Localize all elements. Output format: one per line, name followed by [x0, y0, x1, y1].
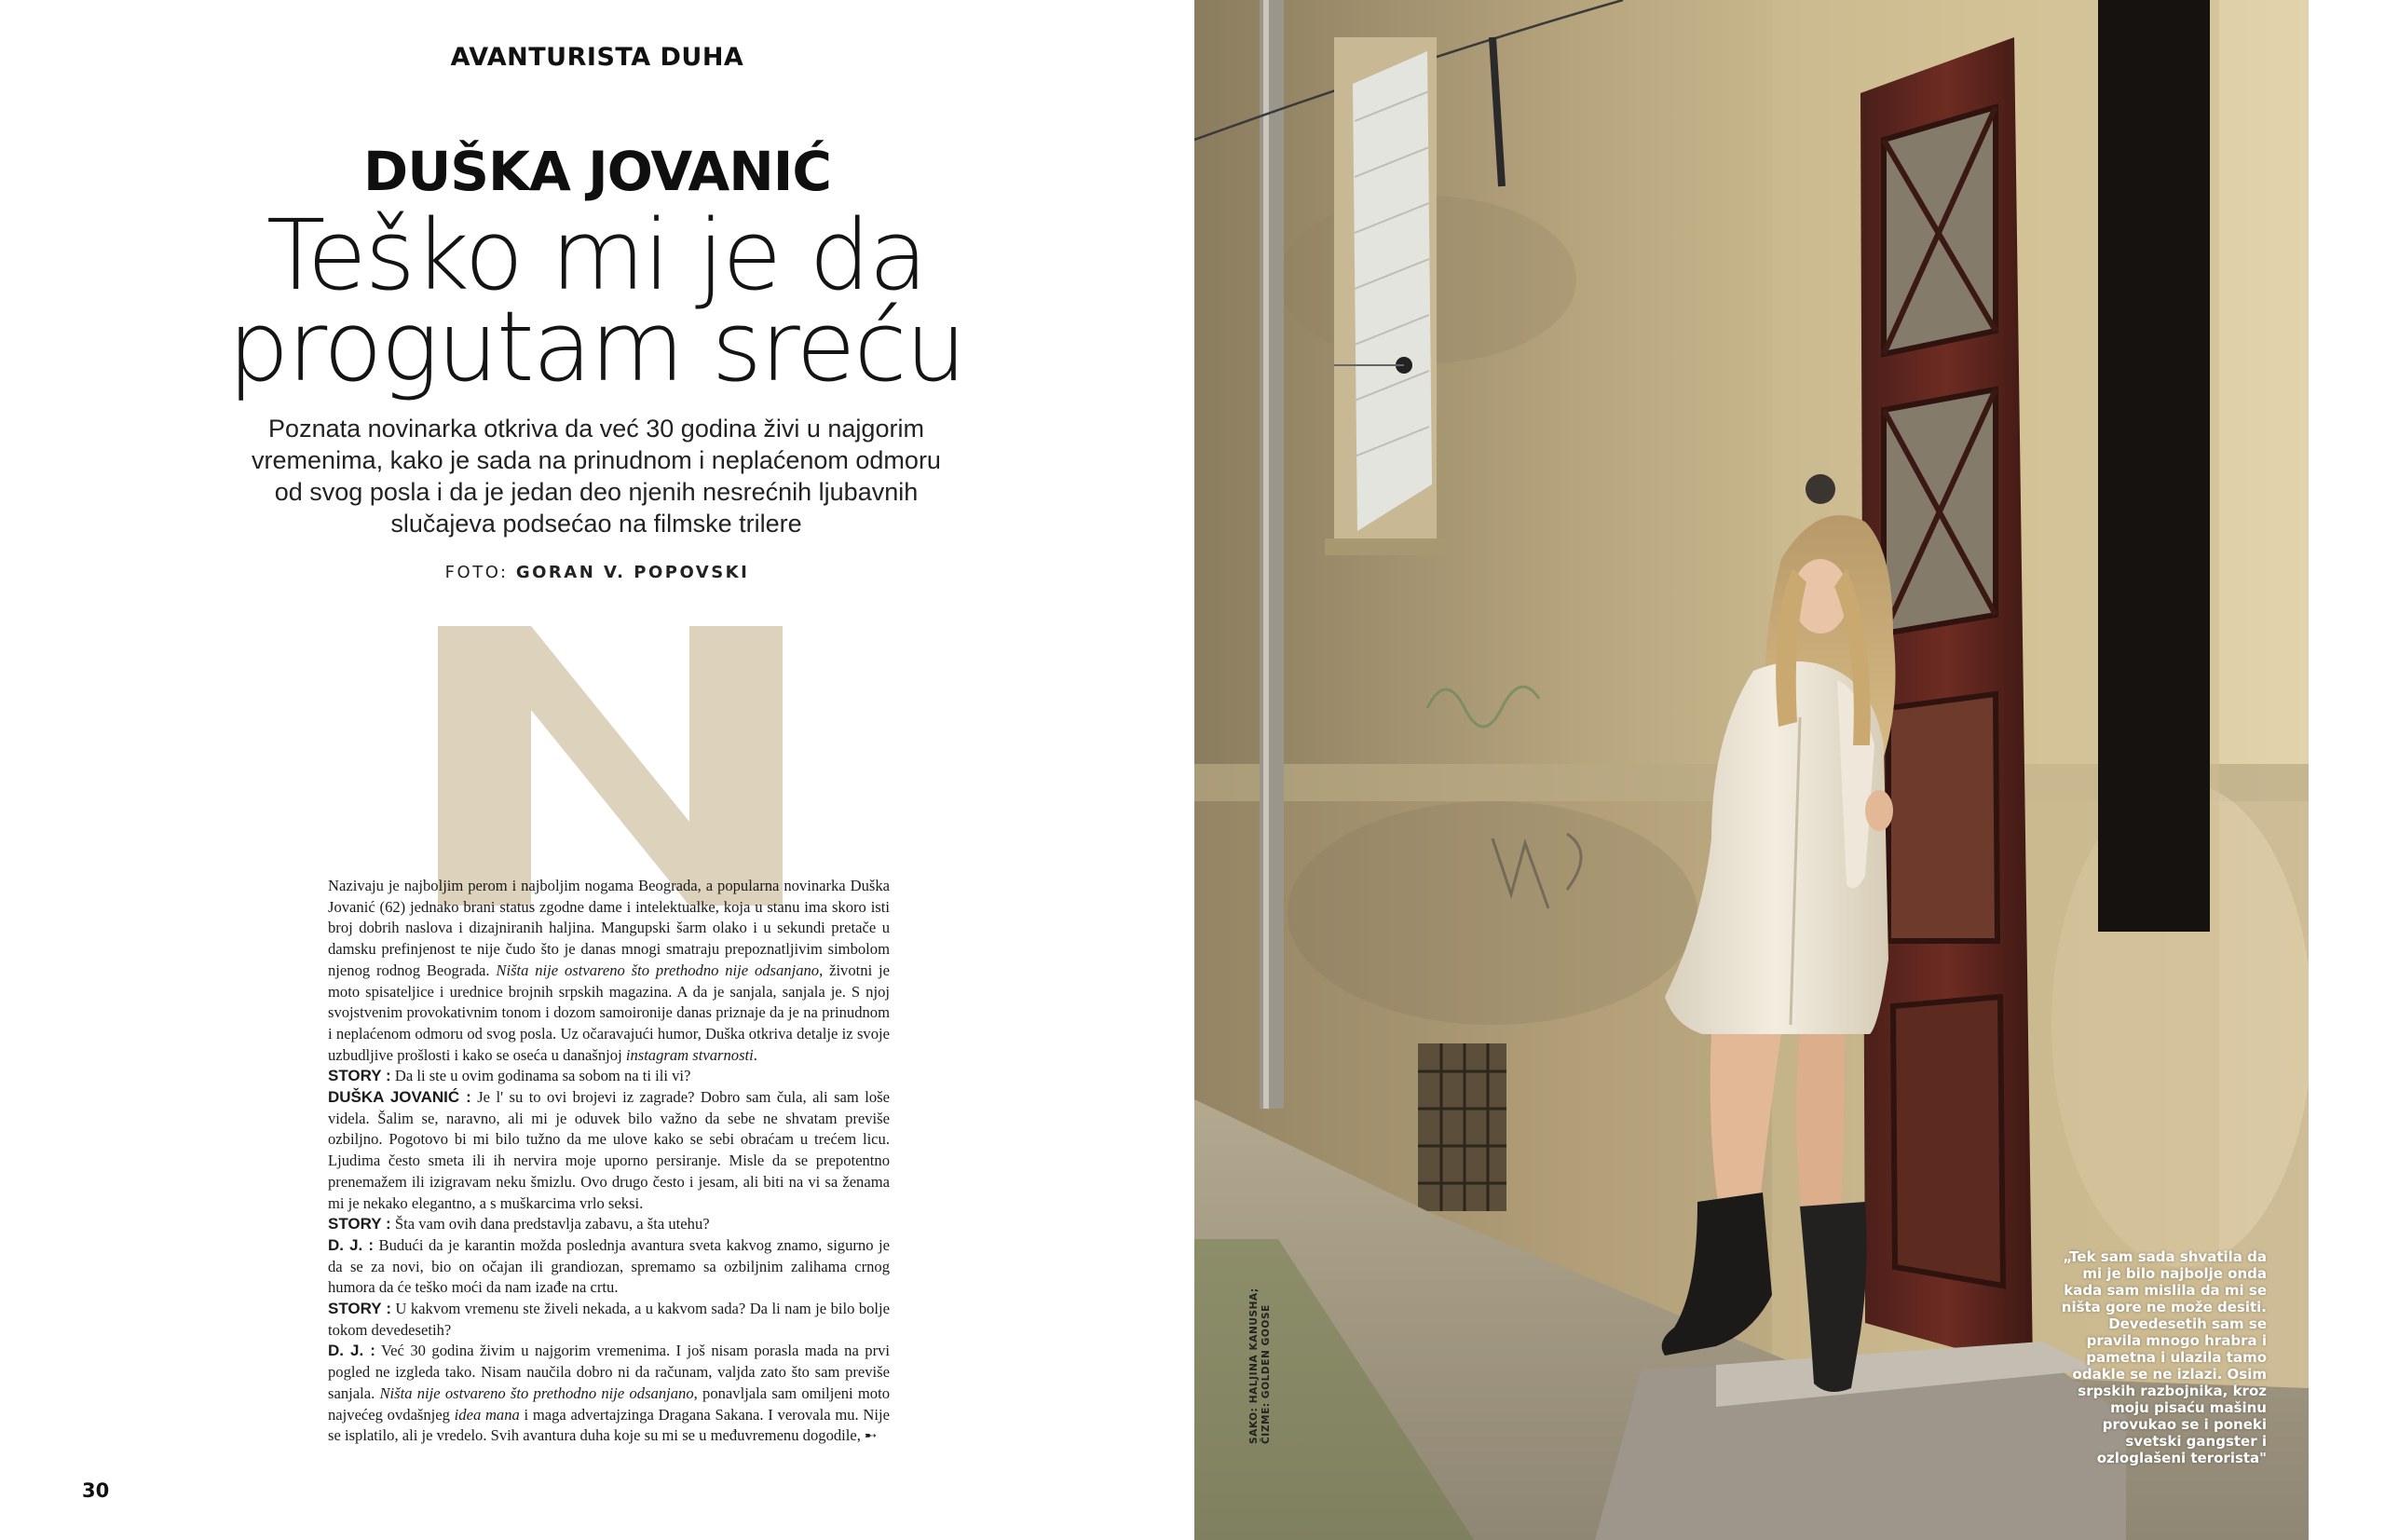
answer-2 — [328, 1235, 890, 1299]
person-name: DUŠKA JOVANIĆ — [363, 140, 831, 203]
fashion-credit — [1248, 1288, 1273, 1444]
standfirst: Poznata novinarka otkriva da već 30 godina živi u najgorim vremenima, kako je sada na prinudnom i neplaćenom odmoru od svog posla i da je jedan deo njenih nesrećnih ljubavnih slučajeva podsećao na filmske trilere — [252, 415, 941, 538]
intro-text-1: Nazivaju je najboljim perom i najboljim nogama Beograda, a popularna novinarka Duška Jovanić (62) jednako brani status zgodne dame i intelektualke, koja u stanu ima skoro isti broj dobrih naslova i dizajniranih haljina. Mangupski šarm olako i u sekundi pretače u damsku prefinjenost te nije čudo što je danas mnogi smatraju prepoznatljivim simbolom njenog rodnog Beograda. — [328, 877, 890, 979]
intro-italic-2: instagram stvarnosti — [625, 1045, 754, 1064]
doorbell — [1806, 474, 1835, 504]
question-2-text: Šta vam ovih dana predstavlja zabavu, a šta utehu? — [390, 1215, 710, 1233]
answer-1 — [328, 1087, 890, 1214]
question-1-text: Da li ste u ovim godinama sa sobom na ti ili vi? — [390, 1067, 691, 1085]
headline-line-2: progutam sreću — [227, 290, 965, 403]
question-2 — [328, 1214, 890, 1235]
drainpipe — [1260, 0, 1284, 1109]
answer-3 — [328, 1341, 890, 1447]
question-3-speaker: STORY : — [328, 1300, 391, 1318]
drop-cap-letter-n — [438, 626, 783, 906]
section-label: AVANTURISTA DUHA — [450, 43, 744, 72]
window-shutter — [1353, 51, 1432, 531]
answer-1-speaker: DUŠKA JOVANIĆ : — [328, 1088, 471, 1107]
question-2-speaker: STORY : — [328, 1215, 391, 1233]
answer-1-text: Je l' su to ovi brojevi iz zagrade? Dobro sam čula, ali sam loše videla. Šalim se, naravno, ali mi je oduvek bilo važno da sebe ne shvatam previše ozbiljno. Pogotovo bi mi bilo tužno da me ulove kako se sebi obraćam u trećem licu. Ljudima često smeta ili ih nervira moje uporno persiranje. Misle da se prepotentno prenemažem ili izigravam neku šmizlu. Ovo drugo često i jesam, ali biti na vi sa ženama mi je nekako elegantno, a s muškarcima vrlo seksi. — [328, 1088, 890, 1212]
answer-2-text: Budući da je karantin možda poslednja avantura sveta kakvog znamo, sigurno je da se za novi, bio on očajan ili grandiozan, spremamo sa ozbiljnim zalihama crnog humora da će teško moći da nam izađe na crtu. — [328, 1235, 890, 1297]
headline-line-1: Teško mi je da — [266, 198, 927, 312]
question-3-text: U kakvom vremenu ste živeli nekada, a u kakvom sada? Da li nam je bilo bolje tokom devedesetih? — [328, 1300, 890, 1339]
pull-quote: „Tek sam sada shvatila da mi je bilo najbolje onda kada sam mislila da mi se ništa gore ne može desiti. Devedesetih sam se pravila mnogo hrabra i pametna i ulazila tamo odakle se ne izlazi. Osim srpskih razbojnika, kroz moju pisaću mašinu provukao se i poneki svetski gangster i ozloglašeni terorista" — [2061, 1248, 2267, 1466]
answer-2-speaker: D. J. : — [328, 1235, 374, 1254]
photo-credit — [0, 563, 1194, 582]
wall-stain — [1288, 801, 1697, 1025]
answer-3-speaker: D. J. : — [328, 1342, 375, 1360]
answer-3-italic-2: idea mana — [454, 1405, 520, 1424]
fashion-credit-line-1: SAKO: HALJINA KANUSHA; — [1248, 1288, 1260, 1444]
fashion-credit-line-2: ČIZME: GOLDEN GOOSE — [1261, 1304, 1272, 1444]
article-intro — [328, 876, 890, 1066]
doorway-shadow — [2098, 0, 2210, 932]
page-margin — [2309, 0, 2385, 1540]
photo-credit-name: GORAN V. POPOVSKI — [515, 563, 750, 582]
question-3 — [328, 1299, 890, 1341]
question-1-speaker: STORY : — [328, 1067, 391, 1085]
answer-3-text-1: Već 30 godina živim u najgorim vremenima. I još nisam porasla mada na prvi pogled ne izgleda tako. Nisam naučila dobro ni da računam, valjda zato što sam previše sanjala. — [328, 1342, 890, 1402]
window-sill — [1325, 538, 1446, 555]
headline — [140, 198, 1053, 403]
photo-credit-label: FOTO: — [444, 563, 509, 582]
answer-3-text-2: , ponavljala sam omiljeni moto najvećeg ovdašnjeg — [328, 1383, 890, 1424]
answer-3-italic-1: Ništa nije ostvareno što prethodno nije odsanjano — [379, 1383, 694, 1402]
intro-text-2: , životni je moto spisateljice i urednice brojnih srpskih magazina. A da je sanjala, sanjala je. S njoj svojstvenim provokativnim tonom i dozom samoironije danas priznaje da je na prinudnom i neplaćenom odmoru od svog posla. Uz očaravajući humor, Duška otkriva detalje iz svoje uzbudljive prošlosti i kako se oseća u današnjoj — [328, 961, 890, 1064]
intro-text-3: . — [753, 1045, 757, 1064]
answer-3-text-3: i maga advertajzinga Dragana Sakana. I verovala mu. Nije se isplatilo, ali je vredelo. Svih avantura duha koje su mi se u međuvremenu dogodile, — [328, 1405, 890, 1445]
basement-window — [1418, 1043, 1506, 1211]
question-1 — [328, 1066, 890, 1087]
intro-italic-1: Ništa nije ostvareno što prethodno nije odsanjano — [496, 961, 820, 979]
drainpipe-highlight — [1263, 0, 1269, 1109]
continue-arrow-icon: ➸ — [864, 1426, 878, 1445]
drop-cap — [438, 626, 783, 906]
article-body — [328, 876, 890, 1447]
page-number: 30 — [82, 1479, 110, 1502]
